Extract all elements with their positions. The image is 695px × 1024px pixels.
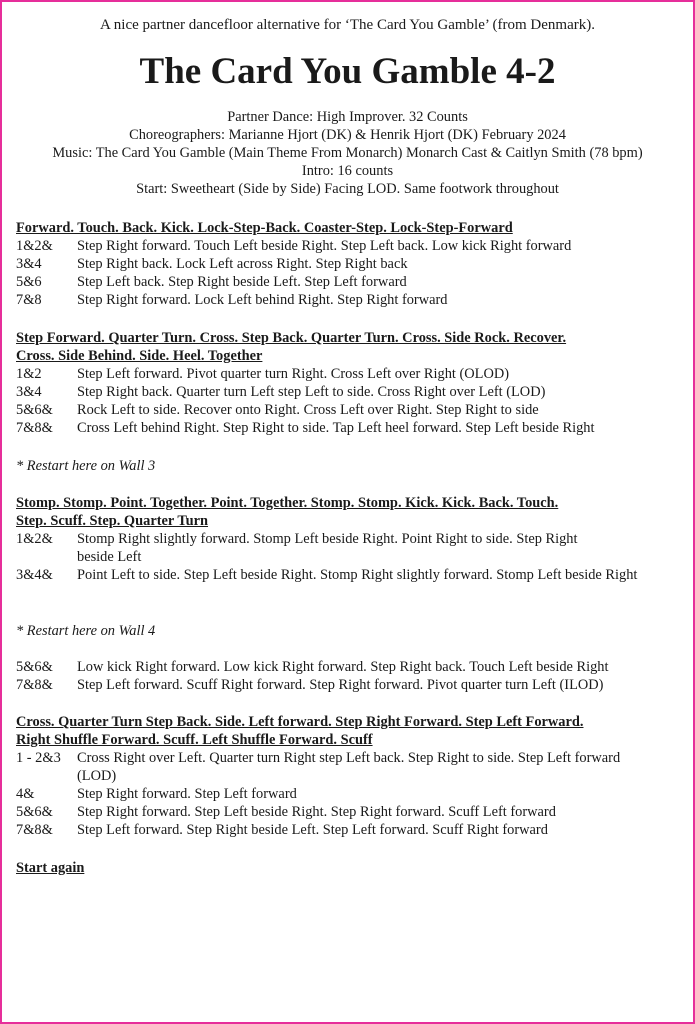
choreographers: Choreographers: Marianne Hjort (DK) & Henrik Hjort (DK) February 2024 bbox=[129, 127, 566, 143]
step-description: Step Left forward. Step Right beside Left. Step Left forward. Scuff Right forward bbox=[77, 822, 548, 838]
section-2 bbox=[16, 329, 683, 437]
step-description: Step Right forward. Lock Left behind Right. Step Right forward bbox=[77, 292, 448, 308]
dance-level: Partner Dance: High Improver. 32 Counts bbox=[227, 109, 468, 125]
step-description: Step Left forward. Pivot quarter turn Right. Cross Left over Right (OLOD) bbox=[77, 366, 510, 382]
section-heading-continued: Cross. Side Behind. Side. Heel. Together bbox=[16, 348, 263, 364]
step-description: Cross Right over Left. Quarter turn Right step Left back. Step Right to side. Step Left forward (LOD) bbox=[77, 750, 621, 784]
step-count: 1&2& bbox=[16, 238, 53, 254]
intro-counts: Intro: 16 counts bbox=[301, 163, 394, 179]
step-count: 1 - 2&3 bbox=[16, 750, 61, 766]
step-row bbox=[16, 530, 683, 566]
step-count: 7&8& bbox=[16, 822, 53, 838]
section-heading: Cross. Quarter Turn Step Back. Side. Left forward. Step Right Forward. Step Left Forward. bbox=[16, 714, 584, 730]
music: Music: The Card You Gamble (Main Theme From Monarch) Monarch Cast & Caitlyn Smith (78 bpm) bbox=[52, 145, 643, 161]
step-description: Point Left to side. Step Left beside Right. Stomp Right slightly forward. Stomp Left beside Right bbox=[77, 567, 638, 583]
step-description: Step Left forward. Scuff Right forward. Step Right forward. Pivot quarter turn Left (ILOD) bbox=[77, 677, 604, 693]
step-count: 1&2 bbox=[16, 366, 42, 382]
step-row bbox=[16, 237, 683, 255]
step-count: 3&4 bbox=[16, 384, 42, 400]
step-row bbox=[16, 658, 683, 676]
section-heading: Step Forward. Quarter Turn. Cross. Step Back. Quarter Turn. Cross. Side Rock. Recover. bbox=[16, 330, 567, 346]
section-1 bbox=[16, 219, 683, 309]
step-description: Step Right forward. Step Left forward bbox=[77, 786, 297, 802]
section-heading: Forward. Touch. Back. Kick. Lock-Step-Back. Coaster-Step. Lock-Step-Forward bbox=[16, 220, 513, 236]
section-heading-continued: Right Shuffle Forward. Scuff. Left Shuffle Forward. Scuff bbox=[16, 732, 373, 748]
dance-meta bbox=[2, 108, 693, 198]
start-position: Start: Sweetheart (Side by Side) Facing LOD. Same footwork throughout bbox=[136, 181, 559, 197]
section-4 bbox=[16, 713, 683, 839]
step-count: 4& bbox=[16, 786, 35, 802]
restart-note-wall-4: * Restart here on Wall 4 bbox=[16, 623, 156, 639]
step-row bbox=[16, 365, 683, 383]
step-description: Rock Left to side. Recover onto Right. Cross Left over Right. Step Right to side bbox=[77, 402, 539, 418]
step-count: 5&6& bbox=[16, 402, 53, 418]
step-description: Step Left back. Step Right beside Left. Step Left forward bbox=[77, 274, 407, 290]
step-row bbox=[16, 821, 683, 839]
step-description: Step Right forward. Touch Left beside Right. Step Left back. Low kick Right forward bbox=[77, 238, 572, 254]
step-row bbox=[16, 255, 683, 273]
step-row bbox=[16, 383, 683, 401]
step-count: 5&6& bbox=[16, 659, 53, 675]
step-count: 7&8 bbox=[16, 292, 42, 308]
step-row bbox=[16, 401, 683, 419]
step-count: 3&4& bbox=[16, 567, 53, 583]
section-3-continued bbox=[16, 658, 683, 694]
step-row bbox=[16, 749, 683, 785]
step-description: Step Right back. Quarter turn Left step Left to side. Cross Right over Left (LOD) bbox=[77, 384, 546, 400]
restart-note-wall-3: * Restart here on Wall 3 bbox=[16, 458, 156, 474]
section-3 bbox=[16, 494, 683, 584]
step-description: Stomp Right slightly forward. Stomp Left beside Right. Point Right to side. Step Right beside Left bbox=[77, 531, 578, 565]
step-count: 1&2& bbox=[16, 531, 53, 547]
step-count: 7&8& bbox=[16, 420, 53, 436]
step-description: Step Right back. Lock Left across Right. Step Right back bbox=[77, 256, 408, 272]
step-row bbox=[16, 291, 683, 309]
step-row bbox=[16, 785, 683, 803]
step-row bbox=[16, 803, 683, 821]
step-count: 7&8& bbox=[16, 677, 53, 693]
section-heading: Stomp. Stomp. Point. Together. Point. Together. Stomp. Stomp. Kick. Kick. Back. Touch. bbox=[16, 495, 559, 511]
step-row bbox=[16, 676, 683, 694]
step-count: 5&6 bbox=[16, 274, 42, 290]
step-description: Step Right forward. Step Left beside Right. Step Right forward. Scuff Left forward bbox=[77, 804, 556, 820]
section-heading-continued: Step. Scuff. Step. Quarter Turn bbox=[16, 513, 209, 529]
step-row bbox=[16, 273, 683, 291]
step-count: 3&4 bbox=[16, 256, 42, 272]
dance-title: The Card You Gamble 4-2 bbox=[139, 51, 556, 92]
step-description: Cross Left behind Right. Step Right to side. Tap Left heel forward. Step Left beside Right bbox=[77, 420, 595, 436]
intro-line: A nice partner dancefloor alternative for ‘The Card You Gamble’ (from Denmark). bbox=[100, 17, 595, 33]
step-row bbox=[16, 566, 683, 584]
step-description: Low kick Right forward. Low kick Right forward. Step Right back. Touch Left beside Right bbox=[77, 659, 609, 675]
start-again-footer: Start again bbox=[16, 860, 85, 876]
step-count: 5&6& bbox=[16, 804, 53, 820]
step-row bbox=[16, 419, 683, 437]
